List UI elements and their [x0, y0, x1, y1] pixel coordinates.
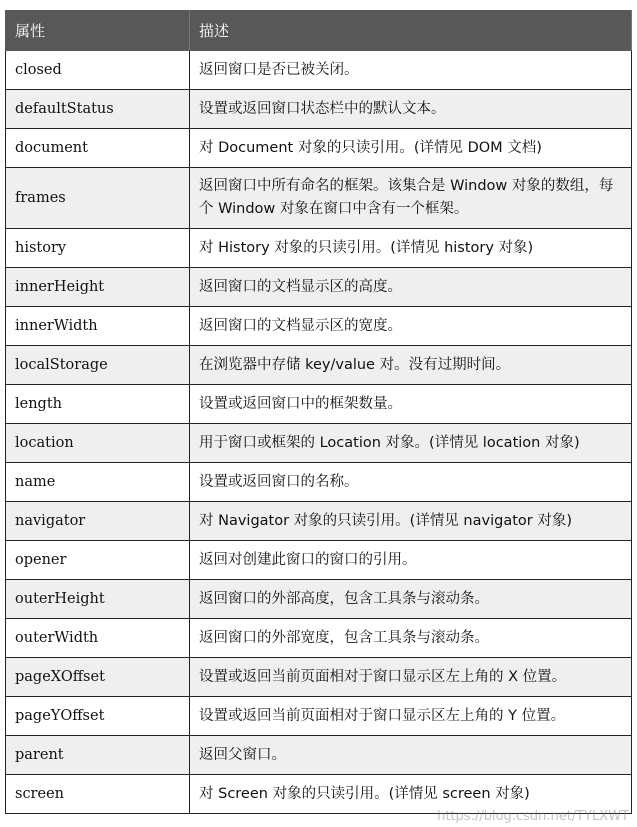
- watermark: https://blog.csdn.net/TYLXWT: [437, 809, 629, 824]
- property-description: 返回窗口的文档显示区的高度。: [190, 268, 632, 307]
- property-description: 对 Navigator 对象的只读引用。(详情见 navigator 对象): [190, 502, 632, 541]
- property-description: 在浏览器中存储 key/value 对。没有过期时间。: [190, 346, 632, 385]
- property-name: localStorage: [6, 346, 190, 385]
- property-description: 返回窗口是否已被关闭。: [190, 51, 632, 90]
- property-description: 返回窗口的文档显示区的宽度。: [190, 307, 632, 346]
- table-row: [6, 90, 632, 129]
- property-description: 设置或返回窗口状态栏中的默认文本。: [190, 90, 632, 129]
- table-row: [6, 619, 632, 658]
- property-description: 返回窗口的外部高度，包含工具条与滚动条。: [190, 580, 632, 619]
- property-description: 对 Screen 对象的只读引用。(详情见 screen 对象): [190, 775, 632, 814]
- property-name: outerWidth: [6, 619, 190, 658]
- property-description: 设置或返回窗口中的框架数量。: [190, 385, 632, 424]
- table-row: [6, 268, 632, 307]
- property-description: 返回窗口的外部宽度，包含工具条与滚动条。: [190, 619, 632, 658]
- window-properties-table-wrapper: [5, 10, 631, 814]
- table-row: [6, 658, 632, 697]
- table-row: [6, 775, 632, 814]
- column-header-property: 属性: [6, 11, 190, 51]
- property-name: innerHeight: [6, 268, 190, 307]
- property-description: 用于窗口或框架的 Location 对象。(详情见 location 对象): [190, 424, 632, 463]
- property-description: 设置或返回窗口的名称。: [190, 463, 632, 502]
- table-row: [6, 51, 632, 90]
- table-row: [6, 385, 632, 424]
- table-row: [6, 424, 632, 463]
- property-name: name: [6, 463, 190, 502]
- table-row: [6, 307, 632, 346]
- table-body: [6, 51, 632, 814]
- property-description: 返回父窗口。: [190, 736, 632, 775]
- property-description: 对 Document 对象的只读引用。(详情见 DOM 文档): [190, 129, 632, 168]
- property-description: 返回窗口中所有命名的框架。该集合是 Window 对象的数组，每个 Window 对象在窗口中含有一个框架。: [190, 168, 632, 229]
- property-name: opener: [6, 541, 190, 580]
- table-row: [6, 580, 632, 619]
- property-name: pageYOffset: [6, 697, 190, 736]
- property-name: innerWidth: [6, 307, 190, 346]
- table-row: [6, 229, 632, 268]
- property-name: closed: [6, 51, 190, 90]
- property-description: 设置或返回当前页面相对于窗口显示区左上角的 X 位置。: [190, 658, 632, 697]
- table-row: [6, 697, 632, 736]
- property-description: 设置或返回当前页面相对于窗口显示区左上角的 Y 位置。: [190, 697, 632, 736]
- table-row: [6, 502, 632, 541]
- table-row: [6, 541, 632, 580]
- property-name: navigator: [6, 502, 190, 541]
- property-name: screen: [6, 775, 190, 814]
- property-name: location: [6, 424, 190, 463]
- property-name: defaultStatus: [6, 90, 190, 129]
- table-header: [6, 11, 632, 51]
- property-description: 对 History 对象的只读引用。(详情见 history 对象): [190, 229, 632, 268]
- property-name: outerHeight: [6, 580, 190, 619]
- property-name: document: [6, 129, 190, 168]
- property-name: pageXOffset: [6, 658, 190, 697]
- table-row: [6, 463, 632, 502]
- table-header-row: [6, 11, 632, 51]
- table-row: [6, 129, 632, 168]
- table-row: [6, 736, 632, 775]
- property-name: history: [6, 229, 190, 268]
- property-name: frames: [6, 168, 190, 229]
- column-header-description: 描述: [190, 11, 632, 51]
- property-name: length: [6, 385, 190, 424]
- table-row: [6, 346, 632, 385]
- table-row: [6, 168, 632, 229]
- property-description: 返回对创建此窗口的窗口的引用。: [190, 541, 632, 580]
- window-properties-table: [5, 10, 632, 814]
- property-name: parent: [6, 736, 190, 775]
